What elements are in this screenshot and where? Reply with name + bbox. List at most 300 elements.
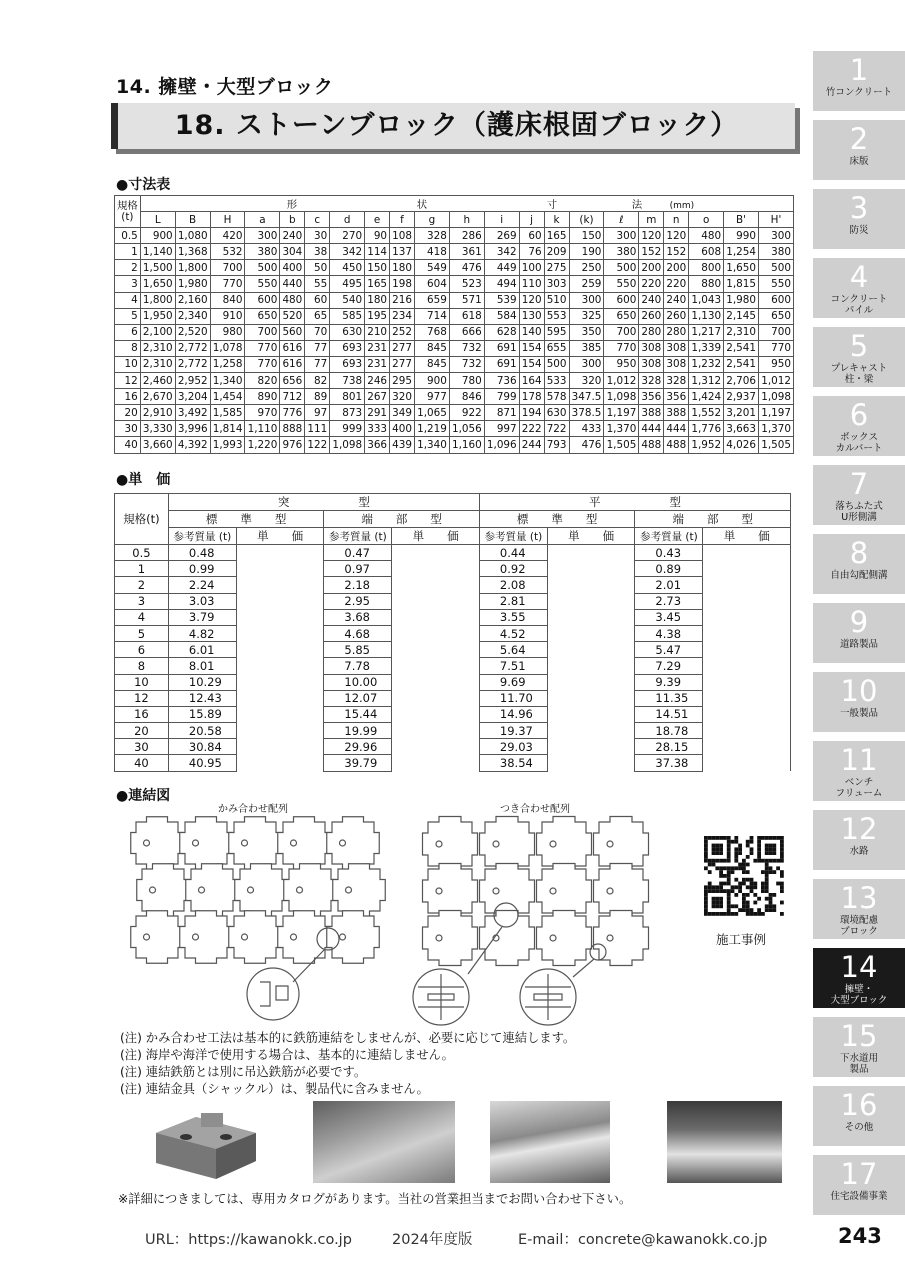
unit-price-cell	[236, 658, 324, 674]
table-row	[115, 308, 794, 324]
sidebar-tab-17[interactable]	[813, 1155, 905, 1215]
unit-price-cell	[703, 545, 791, 561]
mass-cell: 11.70	[479, 690, 547, 706]
dim-col-header: h	[449, 212, 484, 228]
block-outline	[480, 911, 535, 966]
table-row	[115, 421, 794, 437]
dim-cell: 1,012	[604, 373, 639, 389]
dim-cell: 1,952	[689, 437, 724, 453]
sidebar-tab-16[interactable]	[813, 1086, 905, 1146]
spec-cell: 10	[115, 356, 141, 372]
dim-cell: 1,012	[758, 373, 793, 389]
dim-col-header: H'	[758, 212, 793, 228]
dim-cell: 328	[639, 373, 664, 389]
dim-cell: 154	[519, 356, 544, 372]
dim-cell: 488	[639, 437, 664, 453]
mass-cell: 19.99	[324, 723, 392, 739]
price-spec-header: 規格(t)	[115, 494, 169, 545]
dim-cell: 780	[449, 373, 484, 389]
sidebar-tab-label: 擁壁・	[844, 984, 874, 995]
dim-col-header: (k)	[569, 212, 604, 228]
dim-cell: 691	[484, 340, 519, 356]
table-row	[115, 292, 794, 308]
dim-cell: 1,078	[210, 340, 245, 356]
dim-cell: 510	[544, 292, 569, 308]
sidebar-tab-2[interactable]	[813, 120, 905, 180]
dim-cell: 1,370	[758, 421, 793, 437]
sidebar-tab-5[interactable]	[813, 327, 905, 387]
dim-cell: 700	[245, 324, 280, 340]
dim-cell: 275	[544, 260, 569, 276]
block-hole	[607, 841, 613, 847]
note: (注) 連結金具（シャックル）は、製品代に含みません。	[120, 1082, 429, 1096]
dim-cell: 108	[390, 228, 415, 244]
dim-cell: 308	[639, 356, 664, 372]
block-outline	[327, 817, 380, 870]
dim-cell: 152	[664, 244, 689, 260]
spec-cell: 1	[115, 561, 169, 577]
dim-cell: 2,772	[175, 340, 210, 356]
dim-col-header: g	[414, 212, 449, 228]
dim-cell: 152	[639, 244, 664, 260]
dim-cell: 1,056	[449, 421, 484, 437]
unit-price-cell	[236, 674, 324, 690]
mass-cell: 0.99	[168, 561, 236, 577]
dim-cell: 246	[365, 373, 390, 389]
sidebar-tab-4[interactable]	[813, 258, 905, 318]
page-title: 18. ストーンブロック（護床根固ブロック）	[111, 103, 795, 149]
dim-cell: 440	[280, 276, 305, 292]
dim-cell: 300	[604, 228, 639, 244]
dim-cell: 300	[245, 228, 280, 244]
mass-cell: 6.01	[168, 642, 236, 658]
dim-col-header: o	[689, 212, 724, 228]
mass-cell: 7.51	[479, 658, 547, 674]
table-row	[115, 340, 794, 356]
dim-cell: 1,232	[689, 356, 724, 372]
dim-col-header: i	[484, 212, 519, 228]
unit-price-cell	[392, 642, 480, 658]
dim-cell: 277	[390, 340, 415, 356]
sidebar-tab-15[interactable]	[813, 1017, 905, 1077]
unit-price-cell	[547, 706, 635, 722]
mass-cell: 12.43	[168, 690, 236, 706]
dim-cell: 799	[484, 389, 519, 405]
dim-cell: 1,217	[689, 324, 724, 340]
dim-cell: 539	[484, 292, 519, 308]
footer-email[interactable]: E-mail：concrete@kawanokk.co.jp	[518, 1232, 768, 1248]
dim-cell: 732	[449, 340, 484, 356]
dim-cell: 700	[758, 324, 793, 340]
dim-cell: 800	[689, 260, 724, 276]
dim-cell: 277	[390, 356, 415, 372]
unit-price-cell	[392, 690, 480, 706]
dim-cell: 180	[390, 260, 415, 276]
spec-cell: 0.5	[115, 545, 169, 561]
mass-cell: 38.54	[479, 755, 547, 771]
dim-cell: 840	[210, 292, 245, 308]
dim-cell: 900	[140, 228, 175, 244]
mass-cell: 0.43	[635, 545, 703, 561]
dim-cell: 618	[449, 308, 484, 324]
block-hole	[248, 887, 254, 893]
dim-col-header: b	[280, 212, 305, 228]
block-outline	[235, 864, 288, 917]
dim-cell: 776	[280, 405, 305, 421]
dim-cell: 2,541	[724, 340, 759, 356]
dim-cell: 523	[449, 276, 484, 292]
notes	[120, 1030, 575, 1098]
sidebar-tab-label: 水路	[849, 846, 869, 857]
interlock-label: かみ合わせ配列	[218, 804, 288, 815]
table-row	[115, 642, 791, 658]
price-table	[114, 493, 791, 772]
dim-cell: 480	[689, 228, 724, 244]
dim-cell: 342	[330, 244, 365, 260]
dim-cell: 55	[305, 276, 330, 292]
dim-cell: 328	[664, 373, 689, 389]
mass-cell: 12.07	[324, 690, 392, 706]
dimension-heading: ●寸法表	[116, 177, 171, 193]
dim-cell: 990	[724, 228, 759, 244]
dim-cell: 4,026	[724, 437, 759, 453]
dim-cell: 608	[689, 244, 724, 260]
dim-cell: 666	[449, 324, 484, 340]
dim-cell: 630	[544, 405, 569, 421]
mass-cell: 19.37	[479, 723, 547, 739]
spec-cell: 40	[115, 755, 169, 771]
dim-cell: 494	[484, 276, 519, 292]
dim-cell: 550	[758, 276, 793, 292]
dim-col-header: m	[639, 212, 664, 228]
sidebar-tab-label: 防災	[849, 225, 869, 236]
spec-cell: 2	[115, 577, 169, 593]
block-outline	[229, 817, 282, 870]
block-hole	[607, 888, 613, 894]
unit-price-cell	[703, 658, 791, 674]
unit-price-cell	[236, 706, 324, 722]
dim-cell: 3,996	[175, 421, 210, 437]
sidebar-tab-11[interactable]	[813, 741, 905, 801]
dim-cell: 1,197	[604, 405, 639, 421]
dim-cell: 100	[519, 260, 544, 276]
mass-cell: 7.78	[324, 658, 392, 674]
footer-edition: 2024年度版	[392, 1232, 473, 1248]
dim-cell: 600	[245, 292, 280, 308]
dim-cell: 200	[639, 260, 664, 276]
mass-header: 参考質量 (t)	[635, 528, 703, 545]
sidebar-tab-label: 一般製品	[839, 708, 878, 719]
dim-cell: 550	[245, 276, 280, 292]
dim-cell: 280	[664, 324, 689, 340]
sidebar-tab-label: 製品	[849, 1064, 869, 1075]
sidebar-tab-label: パイル	[844, 305, 874, 316]
unit-price-cell	[236, 609, 324, 625]
sidebar-tab-9[interactable]	[813, 603, 905, 663]
spec-cell: 12	[115, 373, 141, 389]
dim-cell: 3,663	[724, 421, 759, 437]
table-row	[115, 545, 791, 561]
dim-col-header: n	[664, 212, 689, 228]
dim-cell: 1,980	[724, 292, 759, 308]
dim-cell: 180	[365, 292, 390, 308]
dim-cell: 880	[689, 276, 724, 292]
mass-cell: 3.55	[479, 609, 547, 625]
dim-cell: 356	[639, 389, 664, 405]
spec-cell: 3	[115, 593, 169, 609]
mass-cell: 15.89	[168, 706, 236, 722]
dim-cell: 520	[280, 308, 305, 324]
dim-cell: 616	[280, 356, 305, 372]
table-row	[115, 244, 794, 260]
table-row	[115, 593, 791, 609]
dim-cell: 650	[758, 308, 793, 324]
dim-cell: 3,330	[140, 421, 175, 437]
footer-url[interactable]: URL：https://kawanokk.co.jp	[145, 1232, 352, 1248]
unit-price-cell	[703, 561, 791, 577]
block-outline	[180, 817, 233, 870]
sidebar-tab-10[interactable]	[813, 672, 905, 732]
mass-cell: 2.01	[635, 577, 703, 593]
dim-cell: 320	[569, 373, 604, 389]
unit-price-cell	[236, 545, 324, 561]
sidebar-tab-label: 大型ブロック	[830, 995, 888, 1006]
dim-cell: 2,952	[175, 373, 210, 389]
dim-cell: 578	[544, 389, 569, 405]
dim-cell: 2,670	[140, 389, 175, 405]
table-row	[115, 228, 794, 244]
dim-col-header: j	[519, 212, 544, 228]
dim-cell: 540	[330, 292, 365, 308]
table-row	[115, 739, 791, 755]
spec-cell: 40	[115, 437, 141, 453]
unit-price-cell	[236, 625, 324, 641]
sidebar-tab-6[interactable]	[813, 396, 905, 456]
dim-cell: 770	[604, 340, 639, 356]
sidebar-tab-label: 環境配慮	[839, 915, 878, 926]
mass-cell: 10.29	[168, 674, 236, 690]
dim-cell: 500	[544, 356, 569, 372]
dim-cell: 195	[365, 308, 390, 324]
sidebar-tab-1[interactable]	[813, 51, 905, 111]
table-row	[115, 437, 794, 453]
dim-cell: 90	[365, 228, 390, 244]
dim-cell: 770	[758, 340, 793, 356]
mass-cell: 0.97	[324, 561, 392, 577]
dim-cell: 1,424	[689, 389, 724, 405]
dim-cell: 356	[664, 389, 689, 405]
block-outline	[137, 864, 190, 917]
dim-cell: 304	[280, 244, 305, 260]
dim-cell: 380	[604, 244, 639, 260]
sidebar-tab-label: その他	[844, 1122, 874, 1133]
sidebar-tab-label: 住宅設備事業	[830, 1191, 888, 1202]
dim-cell: 2,460	[140, 373, 175, 389]
dim-cell: 2,910	[140, 405, 175, 421]
dim-cell: 349	[390, 405, 415, 421]
unit-price-cell	[547, 545, 635, 561]
dim-cell: 433	[569, 421, 604, 437]
mass-cell: 18.78	[635, 723, 703, 739]
block-hole	[493, 888, 499, 894]
dim-cell: 361	[449, 244, 484, 260]
block-hole	[550, 935, 556, 941]
dim-cell: 150	[365, 260, 390, 276]
mass-cell: 3.68	[324, 609, 392, 625]
dim-cell: 231	[365, 340, 390, 356]
sidebar-tab-12[interactable]	[813, 810, 905, 870]
dim-cell: 308	[639, 340, 664, 356]
qr-code[interactable]	[703, 835, 785, 917]
sidebar-tab-7[interactable]	[813, 465, 905, 525]
block-hole	[550, 841, 556, 847]
unit-price-cell	[392, 545, 480, 561]
sidebar-tab-14[interactable]	[813, 948, 905, 1008]
block-hole	[436, 888, 442, 894]
unit-price-cell	[547, 561, 635, 577]
sidebar-tab-number: 7	[849, 467, 869, 501]
dim-cell: 500	[245, 260, 280, 276]
sidebar-tab-13[interactable]	[813, 879, 905, 939]
dim-cell: 1,043	[689, 292, 724, 308]
dim-cell: 1,800	[140, 292, 175, 308]
mass-cell: 4.38	[635, 625, 703, 641]
unit-price-cell	[547, 723, 635, 739]
dim-cell: 1,776	[689, 421, 724, 437]
dim-cell: 165	[544, 228, 569, 244]
block-outline	[278, 817, 331, 870]
dim-cell: 980	[210, 324, 245, 340]
block-outline	[284, 864, 337, 917]
table-row	[115, 690, 791, 706]
table-row	[115, 723, 791, 739]
dim-col-header: a	[245, 212, 280, 228]
dim-cell: 584	[484, 308, 519, 324]
dim-cell: 691	[484, 356, 519, 372]
sidebar-tab-3[interactable]	[813, 189, 905, 249]
mass-cell: 2.95	[324, 593, 392, 609]
dim-cell: 604	[414, 276, 449, 292]
dim-cell: 2,937	[724, 389, 759, 405]
dim-cell: 600	[604, 292, 639, 308]
dim-cell: 846	[449, 389, 484, 405]
dim-cell: 1,814	[210, 421, 245, 437]
mass-cell: 8.01	[168, 658, 236, 674]
dim-cell: 1,197	[758, 405, 793, 421]
sidebar-tab-8[interactable]	[813, 534, 905, 594]
dim-cell: 270	[330, 228, 365, 244]
unit-price-cell	[703, 593, 791, 609]
dim-cell: 732	[449, 356, 484, 372]
mass-header: 参考質量 (t)	[168, 528, 236, 545]
mass-cell: 2.08	[479, 577, 547, 593]
dim-cell: 722	[544, 421, 569, 437]
mass-cell: 28.15	[635, 739, 703, 755]
block-product-image	[146, 1103, 266, 1183]
dim-cell: 2,772	[175, 356, 210, 372]
sidebar-tab-label: コンクリート	[830, 294, 888, 305]
dimension-table	[114, 195, 794, 454]
dim-cell: 220	[664, 276, 689, 292]
spec-cell: 20	[115, 723, 169, 739]
dim-cell: 553	[544, 308, 569, 324]
dim-cell: 2,310	[140, 356, 175, 372]
sidebar-tab-label: 落ちふた式	[835, 501, 883, 512]
dim-cell: 630	[330, 324, 365, 340]
mass-cell: 0.89	[635, 561, 703, 577]
dim-cell: 450	[330, 260, 365, 276]
dim-cell: 1,368	[175, 244, 210, 260]
mass-cell: 39.79	[324, 755, 392, 771]
dim-cell: 1,258	[210, 356, 245, 372]
unit-price-cell	[236, 739, 324, 755]
dim-cell: 595	[544, 324, 569, 340]
dim-cell: 585	[330, 308, 365, 324]
block-hole	[340, 840, 346, 846]
site-photo-1	[313, 1101, 455, 1183]
unit-price-cell	[703, 690, 791, 706]
mass-cell: 14.96	[479, 706, 547, 722]
link-diagram-heading: ●連結図	[116, 788, 171, 804]
dim-col-header: B'	[724, 212, 759, 228]
dim-col-header: d	[330, 212, 365, 228]
unit-price-cell	[703, 755, 791, 771]
sidebar-tab-number: 2	[849, 122, 869, 156]
unit-price-cell	[392, 593, 480, 609]
dim-cell: 333	[365, 421, 390, 437]
dim-cell: 1,096	[484, 437, 519, 453]
table-row	[115, 260, 794, 276]
dim-cell: 3,492	[175, 405, 210, 421]
dim-cell: 1,340	[414, 437, 449, 453]
unit-price-cell	[703, 674, 791, 690]
mass-cell: 5.85	[324, 642, 392, 658]
dim-cell: 250	[569, 260, 604, 276]
dim-cell: 2,145	[724, 308, 759, 324]
dim-cell: 234	[390, 308, 415, 324]
block-outline	[180, 911, 233, 964]
block-outline	[327, 911, 380, 964]
dim-cell: 240	[664, 292, 689, 308]
dim-cell: 770	[245, 340, 280, 356]
table-row	[115, 405, 794, 421]
dim-cell: 154	[519, 340, 544, 356]
dim-cell: 3,204	[175, 389, 210, 405]
unit-price-header: 単 価	[703, 528, 791, 545]
dim-cell: 1,800	[175, 260, 210, 276]
mass-cell: 2.18	[324, 577, 392, 593]
mass-header: 参考質量 (t)	[479, 528, 547, 545]
dim-cell: 165	[365, 276, 390, 292]
dim-cell: 500	[758, 260, 793, 276]
unit-price-cell	[392, 625, 480, 641]
spec-cell: 4	[115, 292, 141, 308]
block-outline	[131, 911, 184, 964]
dim-cell: 222	[519, 421, 544, 437]
dim-cell: 1,098	[604, 389, 639, 405]
dim-cell: 873	[330, 405, 365, 421]
dim-cell: 1,065	[414, 405, 449, 421]
dim-cell: 1,454	[210, 389, 245, 405]
mass-cell: 4.52	[479, 625, 547, 641]
block-hole	[291, 840, 297, 846]
unit-price-cell	[392, 674, 480, 690]
dim-cell: 418	[414, 244, 449, 260]
dim-cell: 60	[305, 292, 330, 308]
unit-price-header: 単 価	[392, 528, 480, 545]
block-outline	[537, 911, 592, 966]
mass-cell: 40.95	[168, 755, 236, 771]
